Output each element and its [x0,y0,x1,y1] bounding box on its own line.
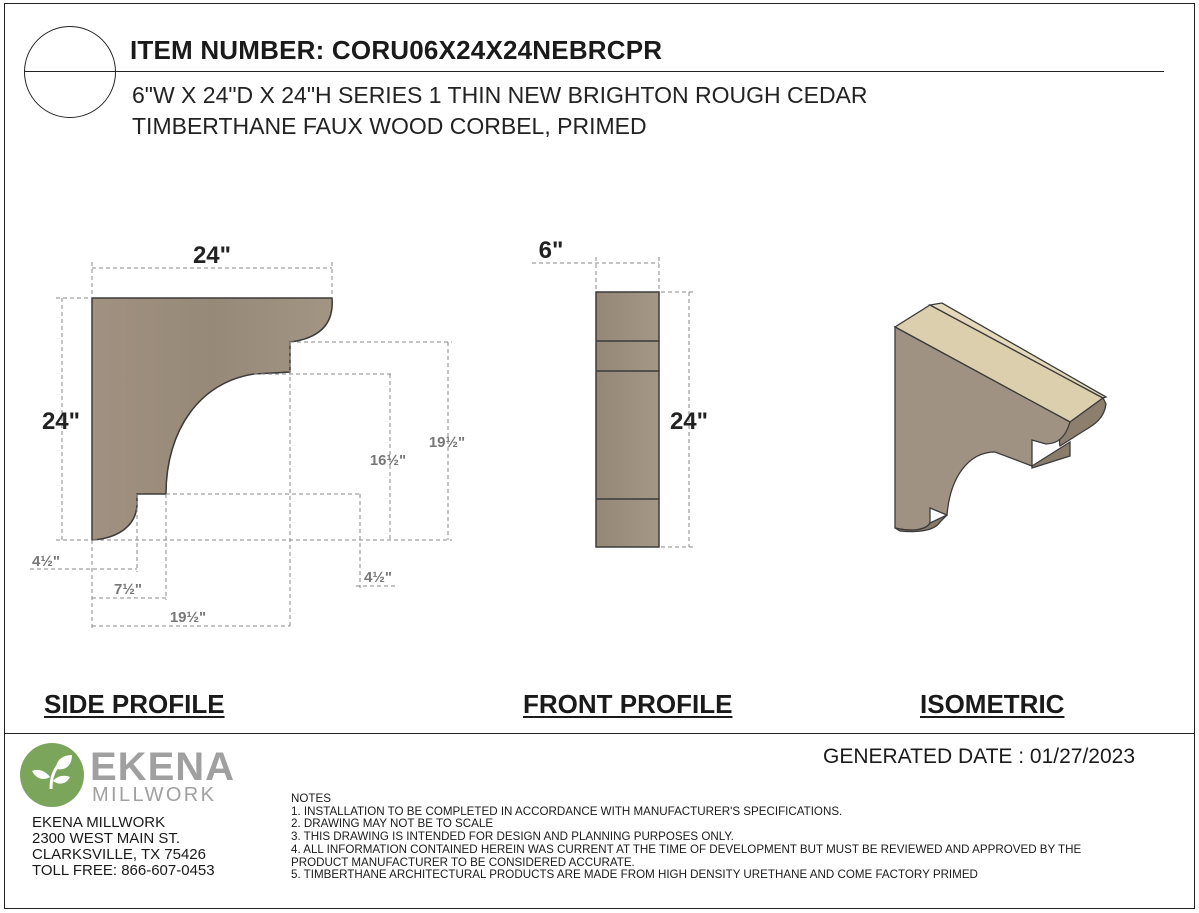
side-dim-19-5-vertical: 19½" [428,434,466,451]
brand-name: EKENA [90,745,236,789]
side-dim-7-5: 7½" [114,581,142,598]
side-profile-label: SIDE PROFILE [44,689,225,719]
address-line: 2300 WEST MAIN ST. [32,830,181,847]
side-dim-4-5-bottom-left: 4½" [32,553,60,570]
front-dim-height: 24" [669,408,709,435]
note-line: 2. DRAWING MAY NOT BE TO SCALE [291,817,494,831]
company-address [32,815,215,879]
address-line: EKENA MILLWORK [32,814,166,831]
address-line: CLARKSVILLE, TX 75426 [32,846,206,863]
footer-divider [4,733,1195,734]
description-line-2: TIMBERTHANE FAUX WOOD CORBEL, PRIMED [132,113,647,139]
side-profile-drawing [30,242,465,628]
brand-subtitle: MILLWORK [92,784,217,806]
side-dim-top: 24" [192,242,232,269]
note-line: 3. THIS DRAWING IS INTENDED FOR DESIGN AND PLANNING PURPOSES ONLY. [291,830,734,844]
ekena-leaf-logo-icon [20,743,84,807]
isometric-label: ISOMETRIC [920,689,1065,719]
iso-right-side [1032,442,1070,468]
note-line: 1. INSTALLATION TO BE COMPLETED IN ACCORDANCE WITH MANUFACTURER'S SPECIFICATIONS. [291,804,843,818]
side-dim-19-5-horizontal: 19½" [169,609,207,626]
notes-title: NOTES [291,792,331,805]
note-line: 4. ALL INFORMATION CONTAINED HEREIN WAS CURRENT AT THE TIME OF DEVELOPMENT BUT MUST BE REVIEWED AND APPROVED BY THE [291,842,1082,856]
note-line: 5. TIMBERTHANE ARCHITECTURAL PRODUCTS ARE MADE FROM HIGH DENSITY URETHANE AND COME FACTORY PRIMED [291,868,978,882]
note-line: PRODUCT MANUFACTURER TO BE CONSIDERED ACCURATE. [291,855,635,869]
side-dim-left: 24" [41,408,81,435]
front-profile-label: FRONT PROFILE [523,689,733,719]
front-profile-body [596,292,659,547]
item-number: ITEM NUMBER: CORU06X24X24NEBRCPR [130,35,663,65]
side-profile-shape [92,298,332,540]
front-dim-width: 6" [538,237,564,264]
front-profile-drawing [532,237,708,547]
isometric-drawing [895,303,1106,532]
side-dim-16-5-vertical: 16½" [369,452,407,469]
address-line: TOLL FREE: 866-607-0453 [32,862,215,879]
generated-date: GENERATED DATE : 01/27/2023 [823,745,1136,768]
description-line-1: 6"W X 24"D X 24"H SERIES 1 THIN NEW BRIGHTON ROUGH CEDAR [132,82,868,108]
notes-block [291,793,1181,882]
side-dim-4-5-bottom-right: 4½" [364,569,392,586]
